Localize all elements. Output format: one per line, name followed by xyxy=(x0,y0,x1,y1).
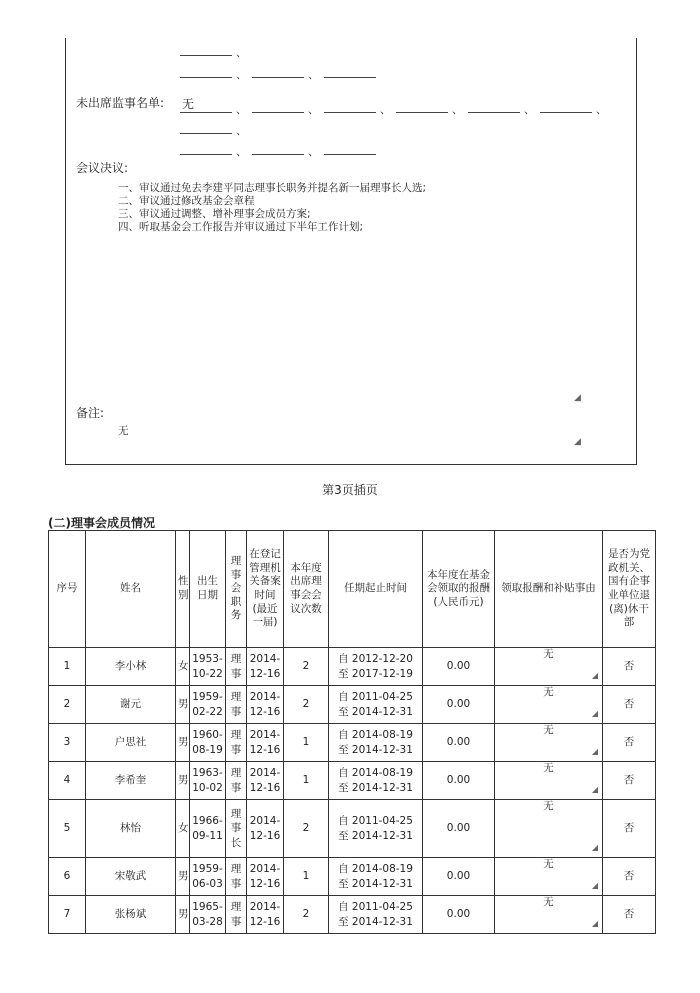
term-start: 自 2011-04-25 xyxy=(338,815,413,828)
resolution-item: 一、审议通过免去李建平同志理事长职务并提名新一届理事长人选; xyxy=(118,182,427,194)
separator: 、 xyxy=(236,124,247,137)
cell-term xyxy=(329,648,423,686)
birth-year: 1959- xyxy=(192,691,223,704)
term-start: 自 2014-08-19 xyxy=(338,863,413,876)
blank-line xyxy=(324,154,376,155)
cell-name: 张杨斌 xyxy=(86,896,176,934)
cell-retired: 否 xyxy=(603,858,656,896)
resize-handle-icon[interactable]: ◢ xyxy=(591,708,598,718)
cell-pay: 0.00 xyxy=(423,724,495,762)
pay-reason-value: 无 xyxy=(543,648,554,660)
cell-pay-reason[interactable] xyxy=(495,648,603,686)
cell-seq: 5 xyxy=(49,800,86,858)
position-part: 事 xyxy=(230,705,242,718)
header-position: 理事会职务 xyxy=(226,531,247,648)
cell-position xyxy=(226,686,247,724)
table-row xyxy=(49,762,656,800)
separator: 、 xyxy=(236,103,247,116)
birth-year: 1965- xyxy=(192,901,223,914)
birth-year: 1963- xyxy=(192,767,223,780)
term-start: 自 2012-12-20 xyxy=(338,653,413,666)
cell-gender: 男 xyxy=(176,686,190,724)
separator: 、 xyxy=(380,103,391,116)
position-part: 事 xyxy=(230,743,242,756)
filing-date: 12-16 xyxy=(249,781,281,794)
cell-filing-time xyxy=(247,648,284,686)
blank-line xyxy=(180,55,232,56)
cell-term xyxy=(329,762,423,800)
cell-birth xyxy=(190,724,226,762)
position-part: 事 xyxy=(230,667,242,680)
absent-supervisors-value: 无 xyxy=(182,97,195,111)
blank-line xyxy=(180,112,232,113)
cell-pay-reason[interactable] xyxy=(495,686,603,724)
cell-name: 宋敬武 xyxy=(86,858,176,896)
resize-handle-icon[interactable]: ◢ xyxy=(591,918,598,928)
absent-supervisors-label: 未出席监事名单: xyxy=(76,96,165,110)
cell-birth xyxy=(190,762,226,800)
cell-term xyxy=(329,800,423,858)
birth-date: 10-02 xyxy=(192,781,223,794)
blank-line xyxy=(180,154,232,155)
resolution-item: 四、听取基金会工作报告并审议通过下半年工作计划; xyxy=(118,221,364,233)
cell-pay: 0.00 xyxy=(423,800,495,858)
cell-name: 林怡 xyxy=(86,800,176,858)
cell-attendance: 2 xyxy=(284,800,329,858)
blank-line xyxy=(180,133,232,134)
cell-name: 户思社 xyxy=(86,724,176,762)
header-pay-reason: 领取报酬和补贴事由 xyxy=(495,531,603,648)
separator: 、 xyxy=(236,145,247,158)
separator: 、 xyxy=(236,68,247,81)
cell-seq: 1 xyxy=(49,648,86,686)
cell-attendance: 1 xyxy=(284,724,329,762)
blank-line xyxy=(540,112,592,113)
cell-seq: 7 xyxy=(49,896,86,934)
term-end: 至 2014-12-31 xyxy=(338,877,413,890)
pay-reason-value: 无 xyxy=(543,686,554,698)
cell-retired: 否 xyxy=(603,762,656,800)
birth-year: 1960- xyxy=(192,729,223,742)
position-part: 事 xyxy=(230,781,242,794)
filing-year: 2014- xyxy=(249,653,281,666)
filing-date: 12-16 xyxy=(249,743,281,756)
separator: 、 xyxy=(308,68,319,81)
cell-position xyxy=(226,648,247,686)
birth-year: 1959- xyxy=(192,863,223,876)
birth-date: 08-19 xyxy=(192,743,223,756)
cell-birth xyxy=(190,800,226,858)
cell-seq: 4 xyxy=(49,762,86,800)
cell-filing-time xyxy=(247,686,284,724)
term-start: 自 2014-08-19 xyxy=(338,767,413,780)
cell-pay-reason[interactable] xyxy=(495,858,603,896)
cell-attendance: 2 xyxy=(284,686,329,724)
separator: 、 xyxy=(524,103,535,116)
birth-date: 03-28 xyxy=(192,915,223,928)
cell-seq: 6 xyxy=(49,858,86,896)
cell-pay: 0.00 xyxy=(423,896,495,934)
header-gender: 性别 xyxy=(176,531,190,648)
header-term: 任期起止时间 xyxy=(329,531,423,648)
cell-gender: 男 xyxy=(176,858,190,896)
table-row xyxy=(49,648,656,686)
term-end: 至 2014-12-31 xyxy=(338,781,413,794)
cell-retired: 否 xyxy=(603,800,656,858)
resolution-item: 二、审议通过修改基金会章程 xyxy=(118,195,255,207)
table-row xyxy=(49,858,656,896)
filing-year: 2014- xyxy=(249,691,281,704)
birth-date: 09-11 xyxy=(192,829,223,842)
birth-date: 06-03 xyxy=(192,877,223,890)
filing-date: 12-16 xyxy=(249,877,281,890)
cell-retired: 否 xyxy=(603,896,656,934)
position-part: 理事 xyxy=(230,808,242,835)
cell-term xyxy=(329,686,423,724)
term-end: 至 2017-12-19 xyxy=(338,667,413,680)
birth-date: 10-22 xyxy=(192,667,223,680)
term-end: 至 2014-12-31 xyxy=(338,915,413,928)
position-part: 长 xyxy=(230,836,242,849)
cell-retired: 否 xyxy=(603,686,656,724)
position-part: 事 xyxy=(230,877,242,890)
cell-retired: 否 xyxy=(603,724,656,762)
header-seq: 序号 xyxy=(49,531,86,648)
board-members-table xyxy=(48,530,656,934)
cell-attendance: 1 xyxy=(284,762,329,800)
filing-date: 12-16 xyxy=(249,915,281,928)
cell-term xyxy=(329,724,423,762)
position-part: 事 xyxy=(230,915,242,928)
cell-attendance: 2 xyxy=(284,896,329,934)
position-part: 理 xyxy=(230,863,242,876)
cell-birth xyxy=(190,648,226,686)
filing-year: 2014- xyxy=(249,901,281,914)
separator: 、 xyxy=(236,46,247,59)
resize-handle-icon[interactable]: ◢ xyxy=(591,746,598,756)
position-part: 理 xyxy=(230,691,242,704)
cell-seq: 2 xyxy=(49,686,86,724)
position-part: 理 xyxy=(230,901,242,914)
cell-pay-reason[interactable] xyxy=(495,724,603,762)
blank-line xyxy=(252,77,304,78)
cell-pay: 0.00 xyxy=(423,858,495,896)
cell-pay: 0.00 xyxy=(423,762,495,800)
blank-line xyxy=(180,77,232,78)
table-header-row xyxy=(49,531,656,648)
cell-filing-time xyxy=(247,762,284,800)
filing-date: 12-16 xyxy=(249,705,281,718)
blank-line xyxy=(252,154,304,155)
blank-line xyxy=(252,112,304,113)
cell-position xyxy=(226,800,247,858)
resolution-item: 三、审议通过调整、增补理事会成员方案; xyxy=(118,208,311,220)
cell-seq: 3 xyxy=(49,724,86,762)
cell-pay-reason[interactable] xyxy=(495,762,603,800)
separator: 、 xyxy=(308,103,319,116)
header-birth: 出生日期 xyxy=(190,531,226,648)
cell-pay: 0.00 xyxy=(423,648,495,686)
table-row xyxy=(49,800,656,858)
resolutions-label: 会议决议: xyxy=(76,161,129,175)
term-start: 自 2011-04-25 xyxy=(338,691,413,704)
cell-position xyxy=(226,858,247,896)
cell-position xyxy=(226,896,247,934)
cell-term xyxy=(329,896,423,934)
remarks-value: 无 xyxy=(118,425,129,437)
blank-line xyxy=(324,77,376,78)
section-title: (二)理事会成员情况 xyxy=(48,516,155,530)
birth-year: 1966- xyxy=(192,815,223,828)
pay-reason-value: 无 xyxy=(543,858,554,870)
separator: 、 xyxy=(452,103,463,116)
filing-date: 12-16 xyxy=(249,829,281,842)
filing-year: 2014- xyxy=(249,767,281,780)
cell-filing-time xyxy=(247,858,284,896)
cell-position xyxy=(226,762,247,800)
cell-attendance: 1 xyxy=(284,858,329,896)
birth-date: 02-22 xyxy=(192,705,223,718)
cell-filing-time xyxy=(247,896,284,934)
resize-handle-icon[interactable]: ◢ xyxy=(591,670,598,680)
filing-year: 2014- xyxy=(249,729,281,742)
term-end: 至 2014-12-31 xyxy=(338,705,413,718)
page-insert-title: 第3页插页 xyxy=(322,483,378,497)
position-part: 理 xyxy=(230,767,242,780)
filing-year: 2014- xyxy=(249,863,281,876)
blank-line xyxy=(468,112,520,113)
cell-birth xyxy=(190,896,226,934)
term-start: 自 2014-08-19 xyxy=(338,729,413,742)
resize-handle-icon[interactable]: ◢ xyxy=(591,842,598,852)
table-row xyxy=(49,724,656,762)
position-part: 理 xyxy=(230,653,242,666)
term-end: 至 2014-12-31 xyxy=(338,829,413,842)
resize-handle-icon[interactable]: ◢ xyxy=(591,880,598,890)
table-row xyxy=(49,686,656,724)
cell-position xyxy=(226,724,247,762)
blank-line xyxy=(396,112,448,113)
filing-year: 2014- xyxy=(249,815,281,828)
term-end: 至 2014-12-31 xyxy=(338,743,413,756)
cell-birth xyxy=(190,858,226,896)
cell-gender: 男 xyxy=(176,762,190,800)
cell-term xyxy=(329,858,423,896)
pay-reason-value: 无 xyxy=(543,896,554,908)
cell-attendance: 2 xyxy=(284,648,329,686)
position-part: 理 xyxy=(230,729,242,742)
pay-reason-value: 无 xyxy=(543,800,554,812)
cell-gender: 男 xyxy=(176,896,190,934)
cell-birth xyxy=(190,686,226,724)
pay-reason-value: 无 xyxy=(543,724,554,736)
separator: 、 xyxy=(308,145,319,158)
cell-pay-reason[interactable] xyxy=(495,896,603,934)
resize-handle-icon[interactable]: ◢ xyxy=(574,393,581,403)
resize-handle-icon[interactable]: ◢ xyxy=(591,784,598,794)
table-row xyxy=(49,896,656,934)
cell-name: 李希奎 xyxy=(86,762,176,800)
header-attendance: 本年度出席理事会会议次数 xyxy=(284,531,329,648)
header-retired: 是否为党政机关、国有企事业单位退(离)休干部 xyxy=(603,531,656,648)
cell-retired: 否 xyxy=(603,648,656,686)
cell-gender: 女 xyxy=(176,648,190,686)
pay-reason-value: 无 xyxy=(543,762,554,774)
cell-gender: 男 xyxy=(176,724,190,762)
cell-pay-reason[interactable] xyxy=(495,800,603,858)
separator: 、 xyxy=(596,103,607,116)
cell-filing-time xyxy=(247,724,284,762)
header-pay: 本年度在基金会领取的报酬(人民币元) xyxy=(423,531,495,648)
cell-pay: 0.00 xyxy=(423,686,495,724)
resize-handle-icon[interactable]: ◢ xyxy=(574,437,581,447)
header-filing-time: 在登记管理机关备案时间(最近一届) xyxy=(247,531,284,648)
blank-line xyxy=(324,112,376,113)
birth-year: 1953- xyxy=(192,653,223,666)
remarks-label: 备注: xyxy=(76,406,105,420)
filing-date: 12-16 xyxy=(249,667,281,680)
term-start: 自 2011-04-25 xyxy=(338,901,413,914)
cell-name: 李小林 xyxy=(86,648,176,686)
header-name: 姓名 xyxy=(86,531,176,648)
cell-gender: 女 xyxy=(176,800,190,858)
cell-filing-time xyxy=(247,800,284,858)
cell-name: 谢元 xyxy=(86,686,176,724)
